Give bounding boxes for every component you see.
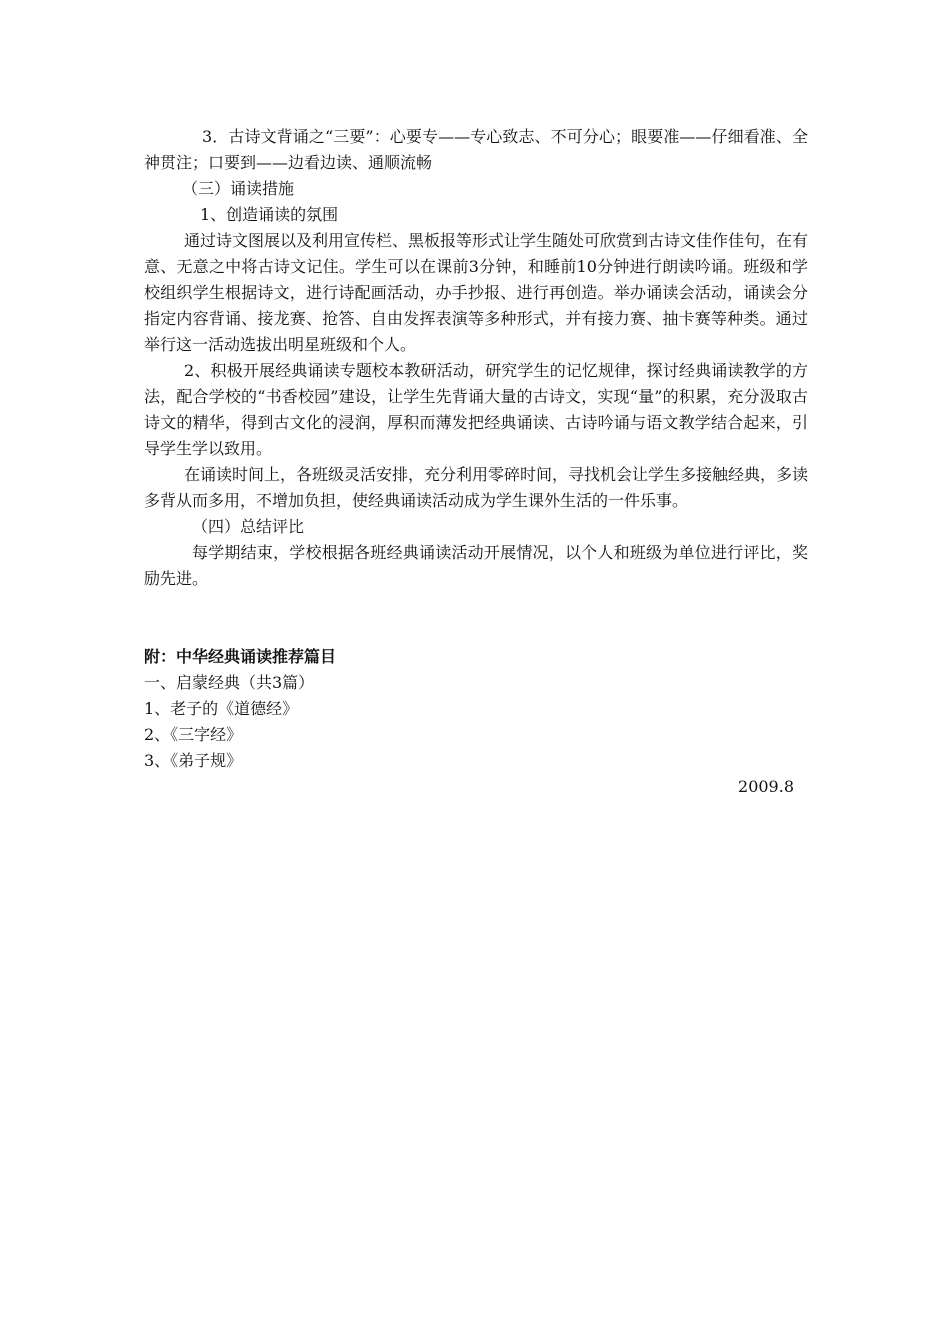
list-item: 2、《三字经》 bbox=[144, 725, 243, 744]
list-item: 3、《弟子规》 bbox=[144, 751, 243, 770]
appendix-title: 附：中华经典诵读推荐篇目 bbox=[144, 647, 337, 666]
paragraph-research: 2、积极开展经典诵读专题校本教研活动，研究学生的记忆规律，探讨经典诵读教学的方法，配合学校的“书香校园”建设，让学生先背诵大量的古诗文，实现“量”的积累，充分汲取古诗文的精华，得到古文化的浸润，厚积而薄发把经典诵读、古诗吟诵与语文教学结合起来，引导学生学以致用。 bbox=[144, 361, 808, 458]
list-item: 1、老子的《道德经》 bbox=[144, 699, 299, 718]
spacer bbox=[144, 592, 808, 644]
document-date: 2009.8 bbox=[738, 777, 794, 796]
section-heading-measures: （三）诵读措施 bbox=[182, 179, 295, 198]
appendix-category: 一、启蒙经典（共3篇） bbox=[144, 673, 315, 692]
paragraph-summary: 每学期结束，学校根据各班经典诵读活动开展情况，以个人和班级为单位进行评比，奖励先进。 bbox=[144, 543, 808, 588]
paragraph-three-requirements: 3．古诗文背诵之“三要”：心要专——专心致志、不可分心；眼要准——仔细看准、全神贯注；口要到——边看边读、通顺流畅 bbox=[144, 127, 808, 172]
paragraph-reading-time: 在诵读时间上，各班级灵活安排，充分利用零碎时间，寻找机会让学生多接触经典，多读多背从而多用，不增加负担，使经典诵读活动成为学生课外生活的一件乐事。 bbox=[144, 465, 809, 510]
section-heading-summary: （四）总结评比 bbox=[192, 517, 305, 536]
paragraph-atmosphere: 通过诗文图展以及利用宣传栏、黑板报等形式让学生随处可欣赏到古诗文佳作佳句，在有意、无意之中将古诗文记住。学生可以在课前3分钟，和睡前10分钟进行朗读吟诵。班级和学校组织学生根据诗文，进行诗配画活动，办手抄报、进行再创造。举办诵读会活动，诵读会分指定内容背诵、接龙赛、抢答、自由发挥表演等多种形式，并有接力赛、抽卡赛等种类。通过举行这一活动选拔出明星班级和个人。 bbox=[144, 231, 809, 354]
subheading-atmosphere: 1、创造诵读的氛围 bbox=[200, 205, 339, 224]
document-body bbox=[144, 124, 808, 800]
